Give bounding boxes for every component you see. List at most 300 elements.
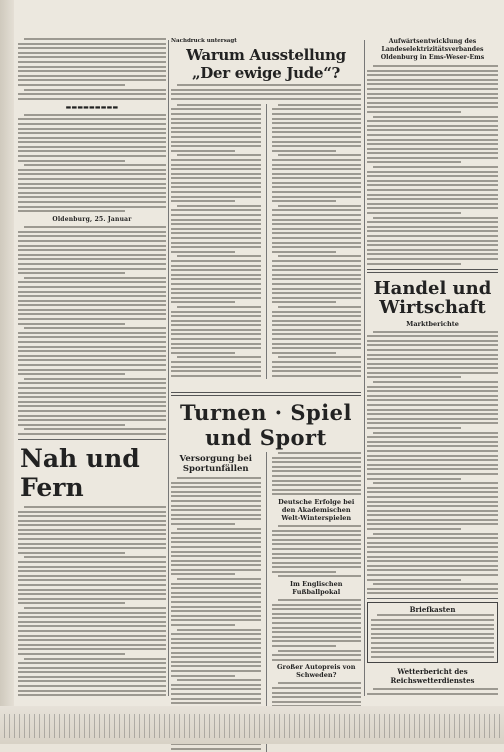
text-line <box>278 104 362 106</box>
text-line <box>278 599 362 601</box>
text-line <box>177 84 361 86</box>
text-line <box>171 200 235 202</box>
text-line <box>171 642 261 644</box>
text-line <box>18 201 166 203</box>
text-line <box>18 524 166 526</box>
text-line <box>18 653 125 655</box>
text-line <box>278 650 362 652</box>
text-line <box>18 173 166 175</box>
text-line <box>367 184 498 186</box>
dateline: Oldenburg, 25. Januar <box>52 216 132 224</box>
text-line <box>367 376 461 378</box>
text-line <box>171 329 261 331</box>
text-line <box>272 645 336 647</box>
article-text <box>367 65 498 265</box>
text-line <box>18 66 166 68</box>
text-line <box>367 418 498 420</box>
text-line <box>18 566 166 568</box>
kicker: Nachdruck untersagt <box>171 38 237 44</box>
text-line <box>367 560 498 562</box>
text-line <box>171 656 261 658</box>
text-line <box>171 688 261 690</box>
text-line <box>18 676 166 678</box>
text-line <box>18 240 166 242</box>
text-line <box>367 542 498 544</box>
text-line <box>373 65 498 67</box>
text-line <box>18 392 166 394</box>
text-line <box>171 532 261 534</box>
text-line <box>367 349 498 351</box>
text-line <box>171 546 261 548</box>
text-line <box>18 300 166 302</box>
text-line <box>367 399 498 401</box>
text-line <box>18 291 166 293</box>
text-line <box>272 539 362 541</box>
text-line <box>171 122 261 124</box>
text-line <box>367 386 498 388</box>
text-line <box>18 382 166 384</box>
text-line <box>367 478 461 480</box>
text-line <box>373 688 498 690</box>
text-line <box>171 141 261 143</box>
text-line <box>272 370 362 372</box>
text-line <box>18 579 166 581</box>
text-line <box>373 217 498 219</box>
text-line <box>171 352 235 354</box>
text-line <box>367 175 498 177</box>
text-line <box>367 102 498 104</box>
text-line <box>171 237 261 239</box>
text-line <box>367 422 498 424</box>
text-line <box>18 146 166 148</box>
text-line <box>171 232 261 234</box>
text-line <box>18 690 166 692</box>
text-line <box>367 372 498 374</box>
text-line <box>171 315 261 317</box>
text-line <box>272 631 362 633</box>
text-line <box>171 610 261 612</box>
text-line <box>367 523 498 525</box>
text-line <box>367 93 498 95</box>
text-line <box>171 514 261 516</box>
text-line <box>18 295 166 297</box>
text-line <box>177 578 261 580</box>
text-line <box>171 347 261 349</box>
text-line <box>367 574 498 576</box>
text-line <box>18 680 166 682</box>
text-line <box>18 272 125 274</box>
text-line <box>171 587 261 589</box>
text-line <box>278 255 362 257</box>
text-line <box>18 323 125 325</box>
text-line <box>171 518 261 520</box>
text-line <box>18 552 125 554</box>
text-line <box>367 230 498 232</box>
text-line <box>171 748 261 750</box>
text-line <box>272 493 362 495</box>
article-text <box>367 331 498 595</box>
text-line <box>24 428 166 430</box>
article-text <box>18 506 166 698</box>
article-text <box>272 452 362 495</box>
article-text <box>272 104 362 380</box>
text-line <box>171 509 261 511</box>
text-line <box>171 164 261 166</box>
text-line <box>171 196 261 198</box>
text-line <box>367 367 498 369</box>
text-line <box>171 131 261 133</box>
text-line <box>272 553 362 555</box>
text-line <box>272 297 362 299</box>
text-line <box>171 560 261 562</box>
text-line <box>367 491 498 493</box>
weather-heading: Wetterbericht des Reichswetterdienstes <box>390 667 475 686</box>
text-line <box>18 346 166 348</box>
text-line <box>18 364 166 366</box>
text-line <box>272 480 362 482</box>
text-line <box>171 491 261 493</box>
article-text <box>18 114 166 212</box>
divider <box>367 598 498 599</box>
text-line <box>18 206 166 208</box>
text-line <box>171 366 261 368</box>
text-line <box>18 118 166 120</box>
text-line <box>18 332 166 334</box>
text-line <box>272 461 362 463</box>
text-line <box>18 355 166 357</box>
text-line <box>171 652 261 654</box>
text-line <box>367 125 498 127</box>
article-text <box>371 614 494 657</box>
text-line <box>272 489 362 491</box>
text-line <box>171 500 261 502</box>
text-line <box>373 533 498 535</box>
text-line <box>18 419 166 421</box>
text-line <box>24 277 166 279</box>
text-line <box>18 160 125 162</box>
text-line <box>367 441 498 443</box>
text-line <box>367 207 498 209</box>
text-line <box>278 525 362 527</box>
text-line <box>272 696 362 698</box>
text-line <box>171 209 261 211</box>
text-line <box>272 329 362 331</box>
text-line <box>171 343 261 345</box>
text-line <box>272 232 362 234</box>
column-rule <box>168 40 169 696</box>
text-line <box>171 292 261 294</box>
text-line <box>171 177 261 179</box>
text-line <box>272 617 362 619</box>
text-line <box>177 306 261 308</box>
text-line <box>18 593 166 595</box>
text-line <box>272 687 362 689</box>
text-line <box>377 614 494 616</box>
text-line <box>18 671 166 673</box>
text-line <box>272 557 362 559</box>
text-line <box>272 333 362 335</box>
text-line <box>367 189 498 191</box>
text-line <box>371 656 494 658</box>
text-line <box>171 370 261 372</box>
text-line <box>24 327 166 329</box>
text-line <box>272 292 362 294</box>
text-line <box>18 359 166 361</box>
text-line <box>18 98 166 100</box>
text-line <box>171 647 261 649</box>
text-line <box>367 528 461 530</box>
text-line <box>18 258 166 260</box>
text-line <box>171 251 235 253</box>
text-line <box>18 667 166 669</box>
text-line <box>272 131 362 133</box>
text-line <box>367 358 498 360</box>
text-line <box>367 120 498 122</box>
text-line <box>367 413 498 415</box>
text-line <box>367 693 498 695</box>
text-line <box>18 612 166 614</box>
briefkasten-box <box>367 602 498 663</box>
text-line <box>18 196 166 198</box>
text-line <box>24 556 166 558</box>
text-line <box>171 320 261 322</box>
text-line <box>18 43 166 45</box>
scan-ruler <box>4 714 500 738</box>
text-line <box>272 562 362 564</box>
text-line <box>177 629 261 631</box>
text-line <box>367 79 498 81</box>
text-line <box>18 245 166 247</box>
text-line <box>18 602 125 604</box>
text-line <box>367 194 498 196</box>
column-center <box>171 38 361 384</box>
text-line <box>18 570 166 572</box>
text-line <box>18 132 166 134</box>
article-text <box>18 38 166 100</box>
text-line <box>367 588 498 590</box>
text-line <box>18 254 166 256</box>
text-line <box>171 596 261 598</box>
text-line <box>367 221 498 223</box>
text-line <box>272 251 336 253</box>
text-line <box>272 366 362 368</box>
text-line <box>177 356 261 358</box>
text-line <box>367 249 498 251</box>
text-line <box>373 482 498 484</box>
text-line <box>18 635 166 637</box>
text-line <box>367 390 498 392</box>
text-line <box>171 186 261 188</box>
text-line <box>272 177 362 179</box>
text-line <box>18 424 125 426</box>
text-line <box>171 665 261 667</box>
text-line <box>18 694 166 696</box>
text-line <box>171 361 261 363</box>
text-line <box>272 530 362 532</box>
section-heading: Handel und Wirtschaft <box>373 277 492 318</box>
text-line <box>272 466 362 468</box>
text-line <box>367 129 498 131</box>
text-line <box>24 114 166 116</box>
text-line <box>367 496 498 498</box>
text-line <box>177 205 261 207</box>
text-line <box>171 173 261 175</box>
text-line <box>367 335 498 337</box>
text-line <box>278 452 362 454</box>
text-line <box>272 627 362 629</box>
text-line <box>171 214 261 216</box>
text-line <box>367 450 498 452</box>
text-line <box>367 148 498 150</box>
text-line <box>367 505 498 507</box>
two-column-body <box>171 104 361 380</box>
text-line <box>272 278 362 280</box>
text-line <box>18 150 166 152</box>
text-line <box>272 361 362 363</box>
text-line <box>171 541 261 543</box>
text-line <box>278 682 362 684</box>
text-line <box>171 537 261 539</box>
text-line <box>272 343 362 345</box>
text-line <box>272 260 362 262</box>
text-line <box>18 210 125 212</box>
text-line <box>272 265 362 267</box>
text-line <box>171 375 261 377</box>
text-line <box>272 127 362 129</box>
text-line <box>367 97 498 99</box>
text-line <box>272 347 362 349</box>
text-line <box>18 286 166 288</box>
text-line <box>367 354 498 356</box>
text-line <box>373 116 498 118</box>
text-line <box>272 219 362 221</box>
text-line <box>171 288 261 290</box>
text-line <box>18 433 166 435</box>
text-line <box>18 405 166 407</box>
text-line <box>171 274 261 276</box>
text-line <box>18 648 166 650</box>
text-line <box>18 155 166 157</box>
text-line <box>171 89 361 91</box>
lead-text <box>171 84 361 100</box>
text-line <box>272 352 336 354</box>
text-line <box>171 583 261 585</box>
text-line <box>367 537 498 539</box>
text-line <box>18 520 166 522</box>
article-text <box>171 104 261 380</box>
article-headline: Deutsche Erfolge bei den Akademischen Welt-Winterspielen <box>278 497 355 522</box>
text-line <box>18 128 166 130</box>
text-line <box>367 579 461 581</box>
text-line <box>367 519 498 521</box>
text-line <box>367 134 498 136</box>
text-line <box>18 410 166 412</box>
text-line <box>171 219 261 221</box>
column-left <box>18 38 166 698</box>
text-line <box>18 281 166 283</box>
text-line <box>18 141 166 143</box>
text-line <box>278 205 362 207</box>
text-line <box>171 246 261 248</box>
text-line <box>367 198 498 200</box>
text-line <box>272 108 362 110</box>
text-line <box>18 70 166 72</box>
text-line <box>171 633 261 635</box>
text-line <box>171 505 261 507</box>
text-line <box>18 644 166 646</box>
headline: Warum Ausstellung „Der ewige Jude“? <box>186 46 346 82</box>
box-heading: Briefkasten <box>409 605 456 615</box>
text-line <box>18 369 166 371</box>
text-line <box>272 320 362 322</box>
text-line <box>272 118 362 120</box>
text-line <box>171 684 261 686</box>
text-line <box>272 186 362 188</box>
text-line <box>171 555 261 557</box>
text-line <box>367 244 498 246</box>
text-line <box>367 88 498 90</box>
text-line <box>367 139 498 141</box>
text-line <box>171 624 235 626</box>
text-line <box>171 159 261 161</box>
text-line <box>367 344 498 346</box>
text-line <box>272 692 362 694</box>
text-line <box>367 510 498 512</box>
text-line <box>171 592 261 594</box>
text-line <box>171 108 261 110</box>
text-line <box>272 301 336 303</box>
text-line <box>371 633 494 635</box>
text-line <box>272 196 362 198</box>
text-line <box>367 226 498 228</box>
text-line <box>171 324 261 326</box>
text-line <box>367 152 498 154</box>
text-line <box>18 561 166 563</box>
article-text <box>272 525 362 578</box>
text-line <box>177 679 261 681</box>
text-line <box>171 301 235 303</box>
text-line <box>367 74 498 76</box>
text-line <box>367 464 498 466</box>
text-line <box>371 647 494 649</box>
text-line <box>272 311 362 313</box>
text-line <box>18 662 166 664</box>
text-line <box>367 404 498 406</box>
text-line <box>18 183 166 185</box>
text-line <box>177 255 261 257</box>
text-line <box>272 164 362 166</box>
text-line <box>18 396 166 398</box>
text-line <box>171 601 261 603</box>
text-line <box>367 468 498 470</box>
text-line <box>367 459 498 461</box>
text-line <box>367 551 498 553</box>
text-line <box>272 274 362 276</box>
text-line <box>171 564 261 566</box>
text-line <box>18 685 166 687</box>
text-line <box>171 670 261 672</box>
text-line <box>171 93 361 95</box>
text-line <box>272 173 362 175</box>
section-subheading: Marktberichte <box>406 319 459 328</box>
text-line <box>171 615 261 617</box>
text-line <box>177 528 261 530</box>
text-line <box>171 297 261 299</box>
text-line <box>272 283 362 285</box>
text-line <box>367 501 498 503</box>
text-line <box>272 246 362 248</box>
text-line <box>367 235 498 237</box>
